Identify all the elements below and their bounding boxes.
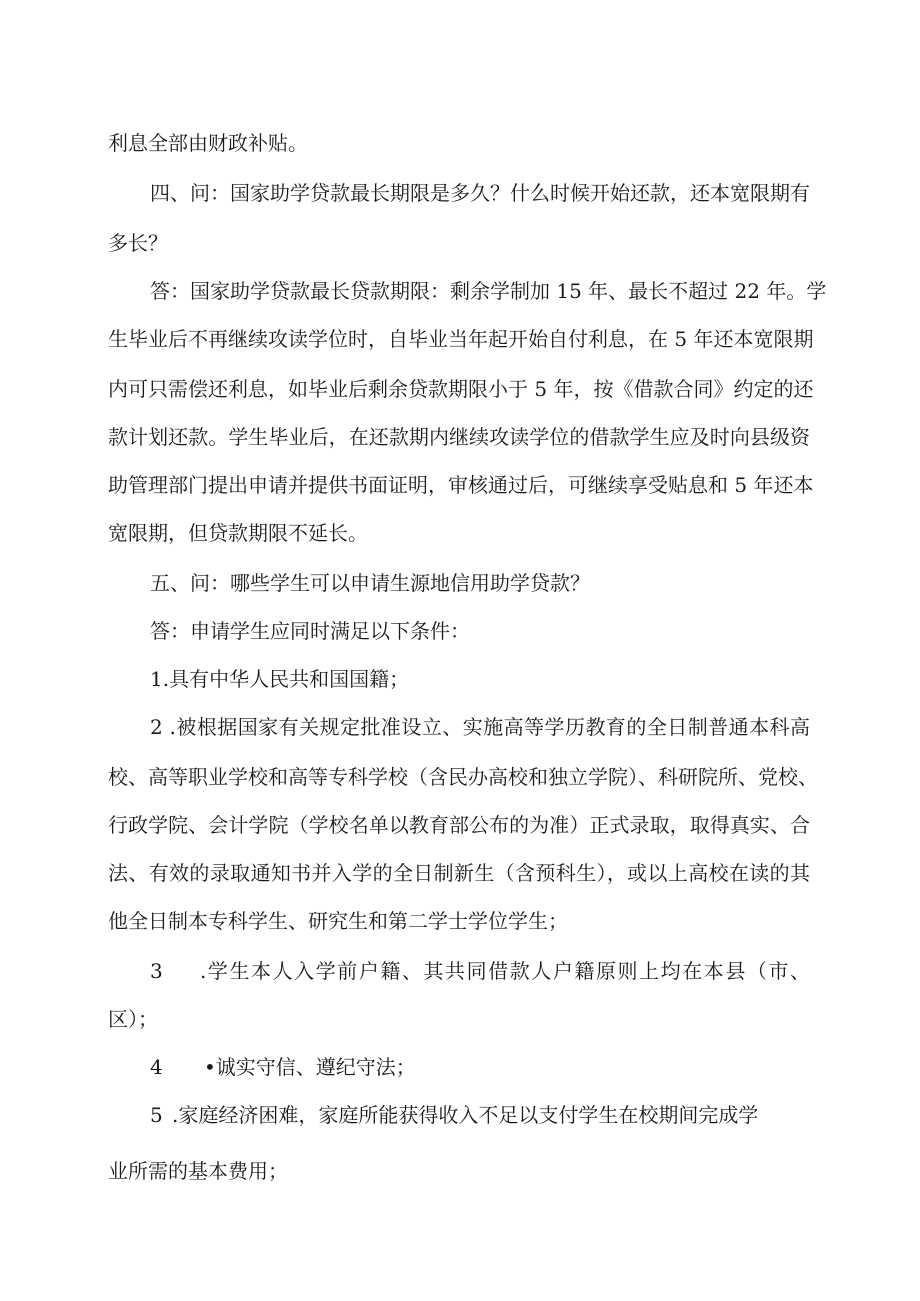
answer-4-line: 宽限期，但贷款期限不延长。 [108, 521, 368, 545]
answer-4-line: 款计划还款。学生毕业后，在还款期内继续攻读学位的借款学生应及时向县级资 [108, 425, 810, 449]
condition-item-2-line: 法、有效的录取通知书并入学的全日制新生（含预科生），或以上高校在读的其 [108, 861, 810, 885]
item-number: 2 [150, 715, 163, 739]
condition-item-2-line [150, 712, 810, 742]
condition-item-1: 1.具有中华人民共和国国籍； [150, 667, 410, 691]
condition-item-2-line: 行政学院、会计学院（学校名单以教育部公布的为准）正式录取，取得真实、合 [108, 813, 810, 837]
condition-item-2-line: 他全日制本专科学生、研究生和第二学士学位学生； [108, 909, 568, 933]
condition-item-3-line: 区）； [108, 1007, 158, 1031]
item-number: 5 [150, 1103, 163, 1127]
question-4-line: 多长？ [108, 231, 168, 255]
item-number: 3 [150, 959, 163, 983]
question-5: 五、问：哪些学生可以申请生源地信用助学贷款？ [150, 571, 590, 595]
condition-item-5-line: 业所需的基本费用； [108, 1159, 288, 1183]
condition-item-2-text: .被根据国家有关规定批准设立、实施高等学历教育的全日制普通本科高 [169, 715, 810, 739]
answer-4-line: 内可只需偿还利息，如毕业后剩余贷款期限小于 5 年，按《借款合同》约定的还 [108, 377, 814, 401]
item-number: 4 [150, 1055, 163, 1079]
condition-item-5-line: .家庭经济困难，家庭所能获得收入不足以支付学生在校期间完成学 [172, 1103, 759, 1127]
answer-5: 答：申请学生应同时满足以下条件： [150, 619, 470, 643]
condition-item-3-line: .学生本人入学前户籍、其共同借款人户籍原则上均在本县（市、 [200, 959, 810, 983]
answer-4-line: 答：国家助学贷款最长贷款期限：剩余学制加 15 年、最长不超过 22 年。学 [150, 279, 827, 303]
answer-4-line: 助管理部门提出申请并提供书面证明，审核通过后，可继续享受贴息和 5 年还本 [108, 473, 814, 497]
condition-item-4-line: •诚实守信、遵纪守法； [204, 1055, 416, 1079]
paragraph-continuation: 利息全部由财政补贴。 [108, 131, 308, 155]
answer-4-line: 生毕业后不再继续攻读学位时，自毕业当年起开始自付利息，在 5 年还本宽限期 [108, 327, 814, 351]
condition-item-2-line: 校、高等职业学校和高等专科学校（含民办高校和独立学院）、科研院所、党校、 [108, 765, 818, 789]
question-4-line: 四、问：国家助学贷款最长期限是多久？什么时候开始还款，还本宽限期有 [150, 181, 810, 205]
